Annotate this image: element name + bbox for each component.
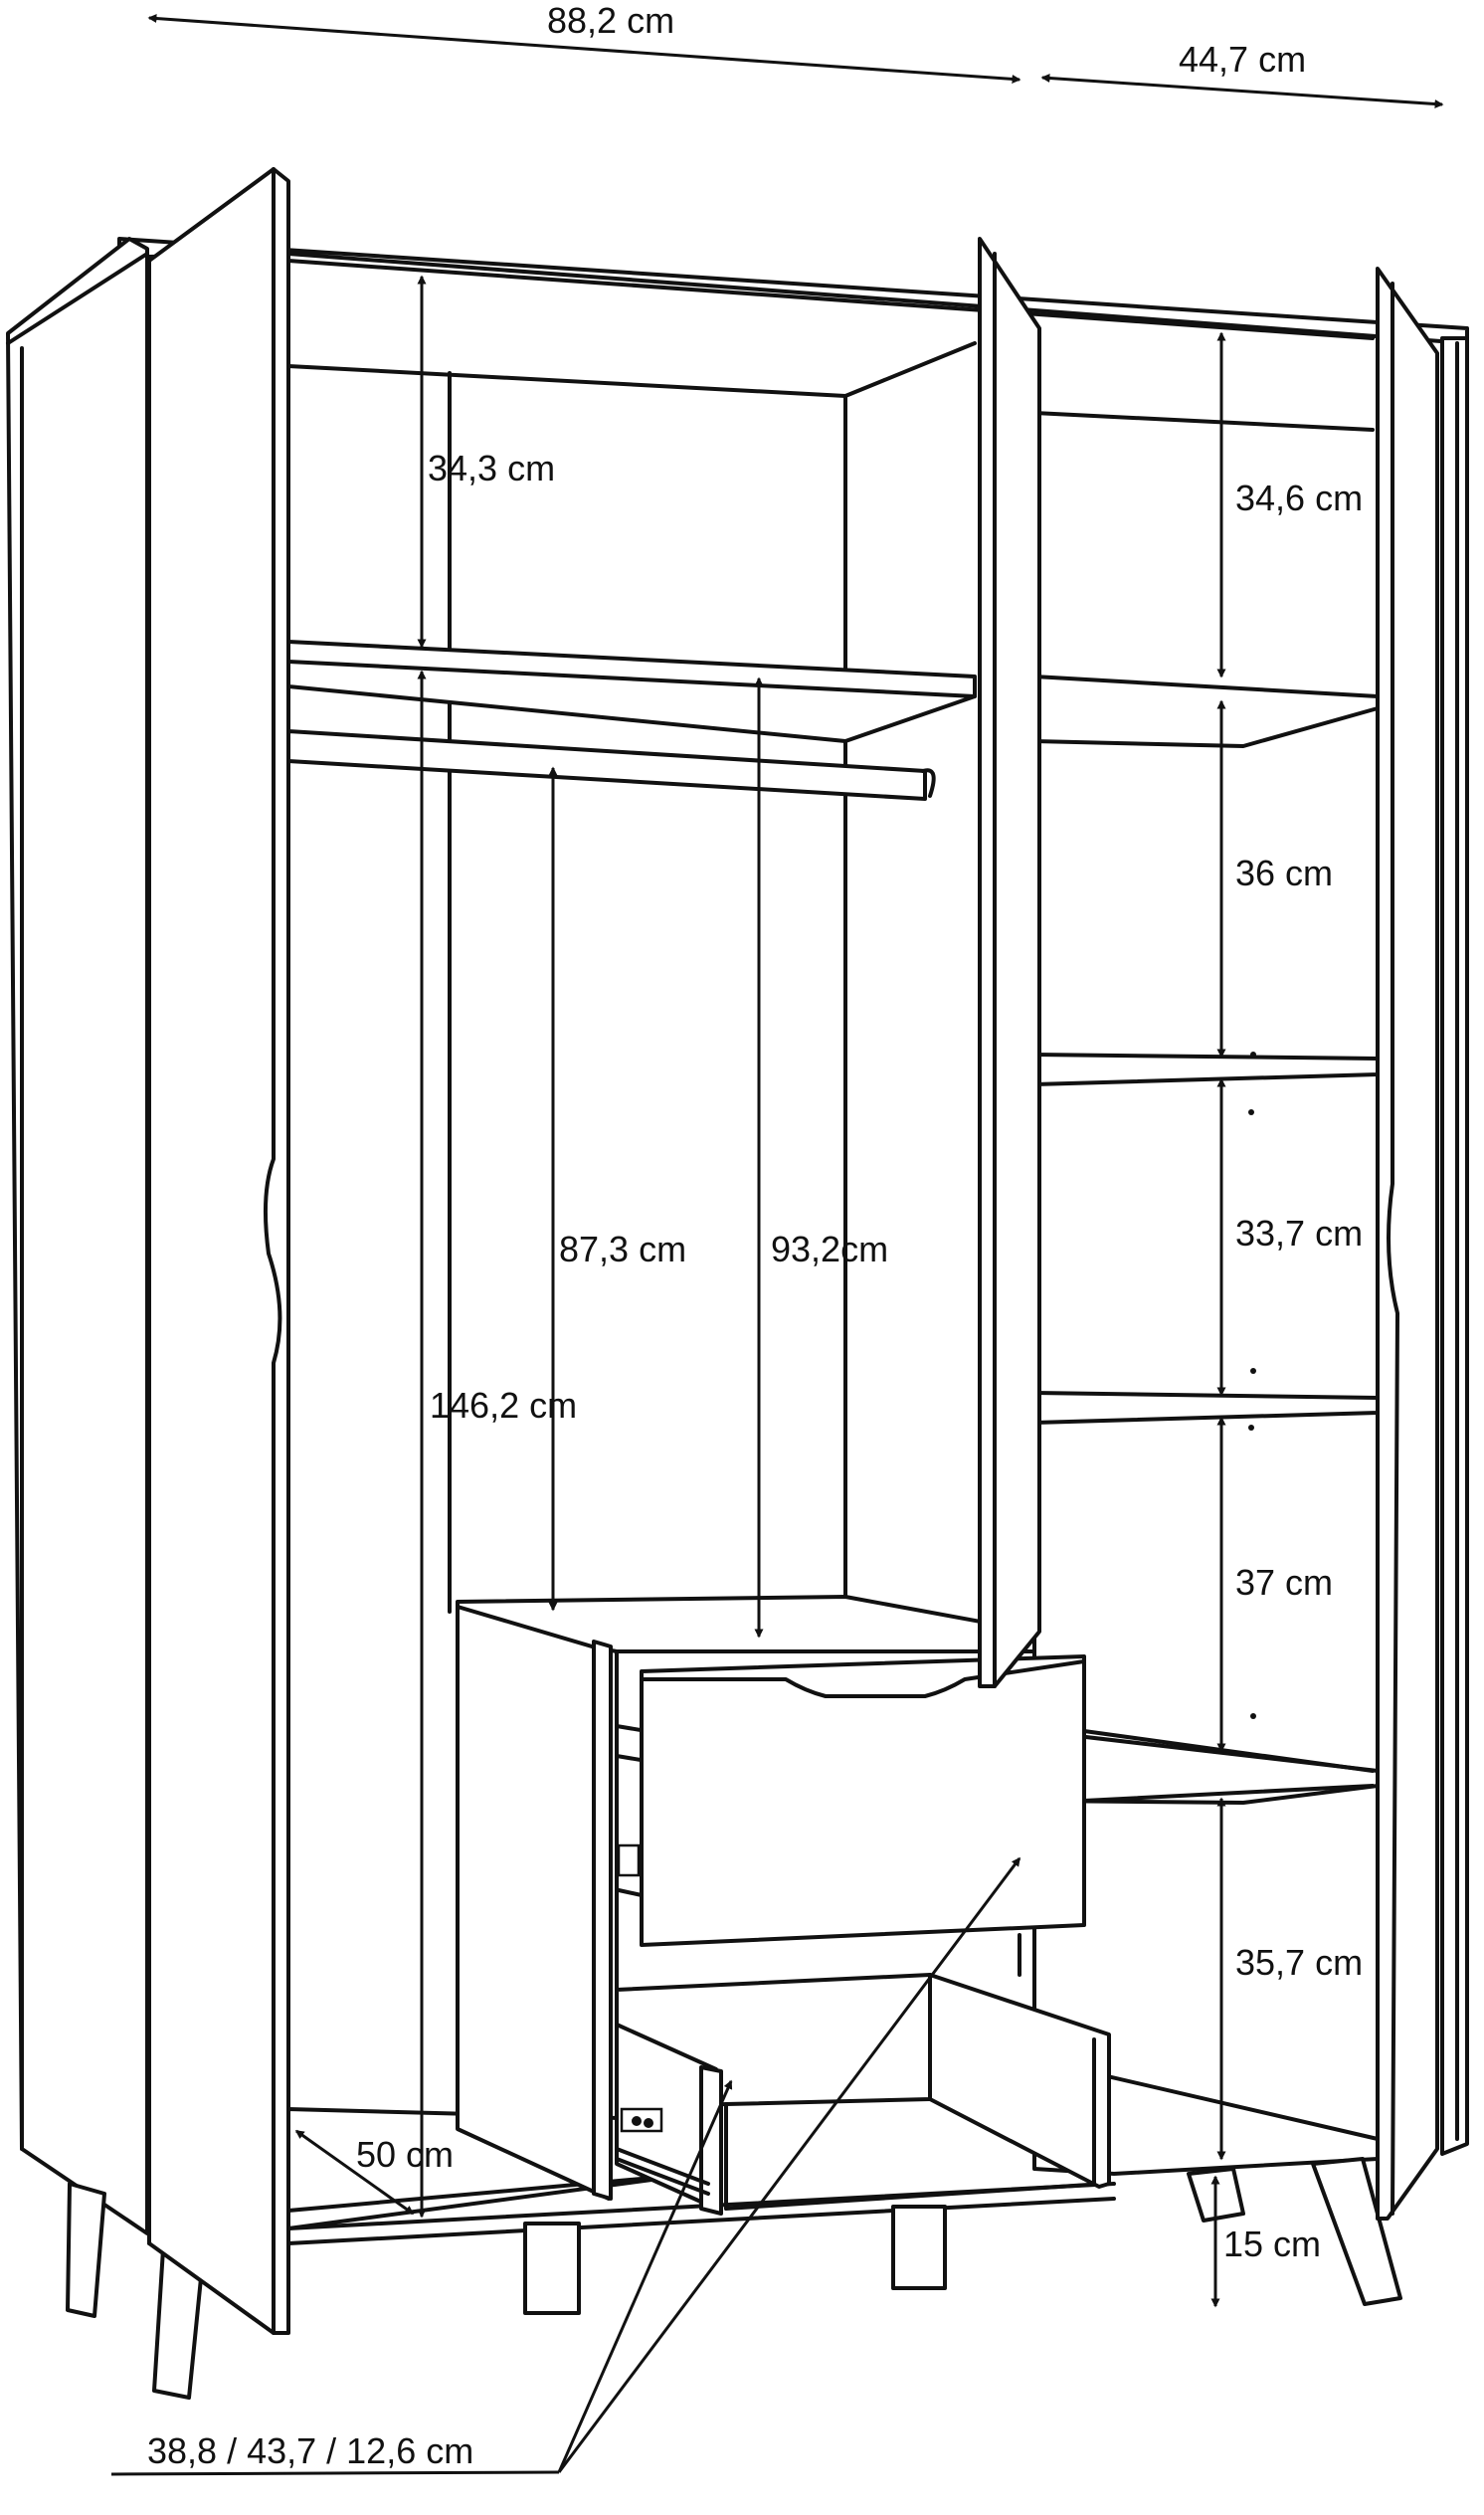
right-shelf-3-label: 33,7 cm — [1235, 1213, 1364, 1254]
right-shelf-2-label: 36 cm — [1235, 853, 1334, 893]
leg-height-label: 15 cm — [1223, 2224, 1322, 2264]
depth-arrow — [1042, 78, 1442, 104]
left-top-label: 34,3 cm — [428, 448, 556, 488]
drawer-leader-3 — [111, 2472, 559, 2474]
middle-door — [980, 239, 1039, 1686]
rail-clearance-label: 87,3 cm — [559, 1229, 687, 1269]
right-shelf-5-label: 35,7 cm — [1235, 1942, 1364, 1983]
hanging-space-label: 93,2cm — [771, 1229, 889, 1269]
drawers-label: 38,8 / 43,7 / 12,6 cm — [147, 2430, 474, 2471]
inner-depth-label: 50 cm — [356, 2134, 455, 2175]
depth-label: 44,7 cm — [1179, 39, 1307, 80]
width-label: 88,2 cm — [547, 0, 675, 41]
inner-height-label: 146,2 cm — [430, 1385, 578, 1426]
right-door — [1378, 269, 1437, 2219]
right-shelf-1-label: 34,6 cm — [1235, 478, 1364, 518]
left-door — [149, 169, 288, 2333]
right-shelf-4-label: 37 cm — [1235, 1562, 1334, 1603]
